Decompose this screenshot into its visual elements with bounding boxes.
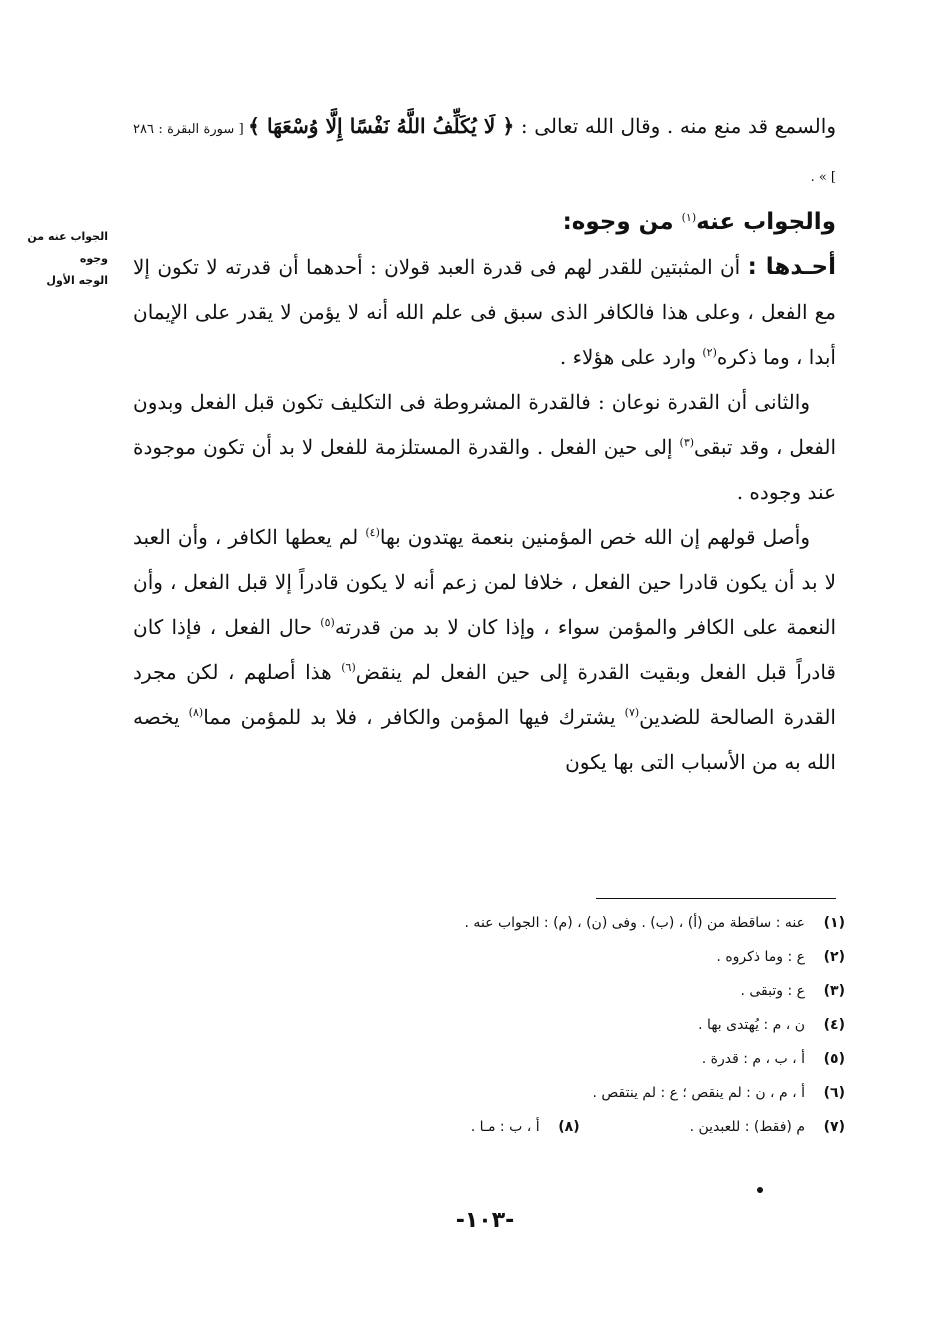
footnote-number: (٤) <box>823 1017 845 1033</box>
paragraph-4-text-e: يشترك فيها المؤمن والكافر ، فلا بد للمؤمن مما <box>203 705 625 729</box>
quran-verse: ﴿ لَا يُكَلِّفُ اللَّهُ نَفْسًا إِلَّا وُسْعَهَا ﴾ <box>248 114 515 138</box>
paragraph-4-text-d: هذا أصلهم ، لكن مجرد القدرة الصالحة للضدين <box>133 660 836 729</box>
footnote-ref-4: (٤) <box>365 526 380 539</box>
footnote-ref-2: (٢) <box>702 346 717 359</box>
footnote-number: (٢) <box>823 949 845 965</box>
footnote-text: أ ، ب ، م : قدرة . <box>701 1051 805 1067</box>
paragraph-3 <box>133 380 836 515</box>
footnote-2 <box>280 940 845 974</box>
paragraph-2 <box>133 245 836 380</box>
main-text <box>133 104 836 785</box>
footnote-text: ع : وتبقى . <box>740 983 805 999</box>
paragraph-4-text-a: وأصل قولهم إن الله خص المؤمنين بنعمة يهتدون بها <box>379 525 811 549</box>
footnote-7-and-8 <box>280 1110 845 1144</box>
footnote-number: (١) <box>823 915 845 931</box>
footnote-number: (٧) <box>823 1119 845 1135</box>
footnote-text: ع : وما ذكروه . <box>716 949 805 965</box>
margin-note-aspects: وجوه <box>79 252 108 265</box>
footnote-text: أ ، ب : مـا . <box>470 1119 540 1135</box>
footnote-number: (٣) <box>823 983 845 999</box>
paragraph-4 <box>133 515 836 785</box>
surah-reference: [ سورة البقرة : ٢٨٦ ] » . <box>133 122 836 185</box>
footnote-ref-5: (٥) <box>320 616 335 629</box>
lead-word: أحـدها : <box>747 254 836 280</box>
footnote-text: م (فقط) : للعبدين . <box>689 1119 805 1135</box>
paragraph-4-text-b: لم يعطها الكافر ، وأن العبد لا بد أن يكون قادرا حين الفعل ، خلافا لمن زعم أنه لا يكون قادراً إلا قبل الفعل ، وأن النعمة على الكافر والمؤمن سواء ، وإذا كان لا بد من قدرته <box>133 525 836 639</box>
margin-note-answer: الجواب عنه من <box>27 230 108 243</box>
footnote-number: (٦) <box>823 1085 845 1101</box>
ink-dot <box>757 1187 763 1193</box>
margin-notes <box>4 226 108 292</box>
footnote-divider <box>596 898 836 899</box>
footnote-ref-3: (٣) <box>679 436 695 449</box>
footnote-ref-7: (٧) <box>624 706 640 719</box>
footnote-1 <box>280 906 845 940</box>
footnote-number: (٨) <box>558 1119 580 1135</box>
footnote-text: أ ، م ، ن : لم ينقص ؛ ع : لم ينتقص . <box>592 1085 805 1101</box>
footnote-text: عنه : ساقطة من (أ) ، (ب) . وفى (ن) ، (م) : الجواب عنه . <box>464 915 805 931</box>
footnote-number: (٥) <box>823 1051 845 1067</box>
footnote-ref-8: (٨) <box>188 706 204 719</box>
paragraph-3-text: والثانى أن القدرة نوعان : فالقدرة المشروطة فى التكليف تكون قبل الفعل وبدون الفعل ، وقد تبقى <box>133 390 836 459</box>
paragraph-3-end: إلى حين الفعل . والقدرة المستلزمة للفعل لا بد أن تكون موجودة عند وجوده . <box>133 435 836 504</box>
heading-text: والجواب عنه <box>696 209 836 235</box>
footnote-6 <box>280 1076 845 1110</box>
paragraph-2-text: أن المثبتين للقدر لهم فى قدرة العبد قولان : أحدهما أن قدرته لا تكون إلا مع الفعل ، وعلى هذا فالكافر الذى سبق فى علم الله أنه لا يؤمن لا يقدر على الإيمان أبدا ، وما ذكره <box>133 255 836 369</box>
paragraph-1 <box>133 104 836 200</box>
footnote-text: ن ، م : يُهتدى بها . <box>698 1017 805 1033</box>
margin-note-first-aspect: الوجه الأول <box>46 274 108 287</box>
paragraph-4-text-c: حال الفعل ، فإذا كان قادراً قبل الفعل وبقيت القدرة إلى حين الفعل لم ينقض <box>133 615 836 684</box>
footnote-3 <box>280 974 845 1008</box>
footnotes <box>280 906 845 1144</box>
paragraph-1-text: والسمع قد منع منه . وقال الله تعالى : <box>514 114 836 138</box>
page-number: -١٠٣- <box>455 1208 515 1233</box>
paragraph-4-text-f: يخصه الله به من الأسباب التى بها يكون <box>133 705 836 774</box>
paragraph-2-end: وارد على هؤلاء . <box>559 345 703 369</box>
footnote-ref-1: (١) <box>681 211 697 224</box>
footnote-ref-6: (٦) <box>341 661 356 674</box>
section-heading <box>133 200 836 245</box>
heading-text-end: من وجوه: <box>562 209 682 235</box>
footnote-5 <box>280 1042 845 1076</box>
footnote-4 <box>280 1008 845 1042</box>
